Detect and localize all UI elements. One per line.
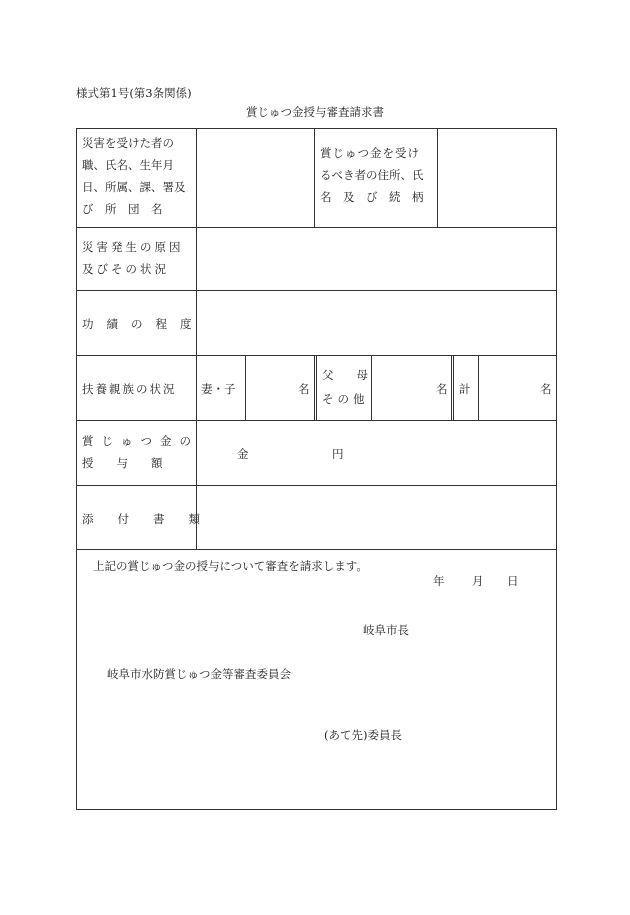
date-year: 年 [433,574,445,588]
victim-info-field[interactable] [200,132,310,224]
column-divider [453,355,454,420]
column-divider [196,128,197,549]
award-amount-label [82,430,199,474]
column-divider [314,355,315,420]
disaster-cause-label [82,236,184,280]
addressee-label: (あて先)委員長 [324,728,402,742]
date-day: 日 [507,574,519,588]
spouse-children-unit: 名 [298,382,310,396]
yen-prefix: 金 [237,447,249,461]
row-divider [76,549,557,550]
row-divider [76,290,557,291]
victim-info-label-line: び 所 団 名 [82,202,163,216]
yen-suffix: 円 [332,447,344,461]
mayor-label: 岐阜市長 [363,623,409,637]
row-divider [76,420,557,421]
disaster-cause-field[interactable] [200,231,552,286]
parents-label [322,364,369,410]
recipient-info-field[interactable] [441,132,553,224]
column-divider [371,355,372,420]
disaster-cause-label-line: 災害発生の原因 [82,240,184,254]
column-divider [437,128,438,227]
column-divider [316,355,317,420]
column-divider [451,355,452,420]
award-amount-label-line: 授 与 額 [82,456,163,470]
merit-label: 功績の程度 [82,317,205,331]
dependents-label: 扶養親族の状況 [82,382,177,396]
merit-field[interactable] [200,294,552,351]
row-divider [76,485,557,486]
victim-info-label [82,132,192,220]
column-divider [314,128,315,227]
parents-label-line: 父 母 [322,368,368,382]
total-label: 計 [459,382,471,396]
row-divider [76,227,557,228]
date-month: 月 [472,574,484,588]
recipient-info-label-line: るべき者の住所、氏 [320,168,424,182]
column-divider [478,355,479,420]
committee-name: 岐阜市水防賞じゅつ金等審査委員会 [107,667,291,681]
recipient-info-label-line: 名 及 び 続 柄 [320,190,424,204]
attachments-label: 添付書類 [82,512,224,526]
column-divider [245,355,246,420]
disaster-cause-label-line: 及びその状況 [82,262,169,276]
parents-label-line: その他 [322,392,369,406]
request-statement: 上記の賞じゅつ金の授与について審査を請求します。 [93,559,368,573]
form-title: 賞じゅつ金授与審査請求書 [246,105,384,119]
recipient-info-label-line: 賞じゅつ金を受け [320,146,420,160]
attachments-field[interactable] [200,489,552,545]
victim-info-label-line: 災害を受けた者の [82,136,174,150]
parents-unit: 名 [436,382,448,396]
award-amount-label-line: 賞じゅつ金の [82,434,199,448]
form-number: 様式第1号(第3条関係) [76,86,192,100]
victim-info-label-line: 日、所属、課、署及 [82,180,186,194]
recipient-info-label [320,142,433,208]
victim-info-label-line: 職、氏名、生年月 [82,158,174,172]
total-unit: 名 [540,382,552,396]
spouse-children-label: 妻・子 [201,382,236,396]
